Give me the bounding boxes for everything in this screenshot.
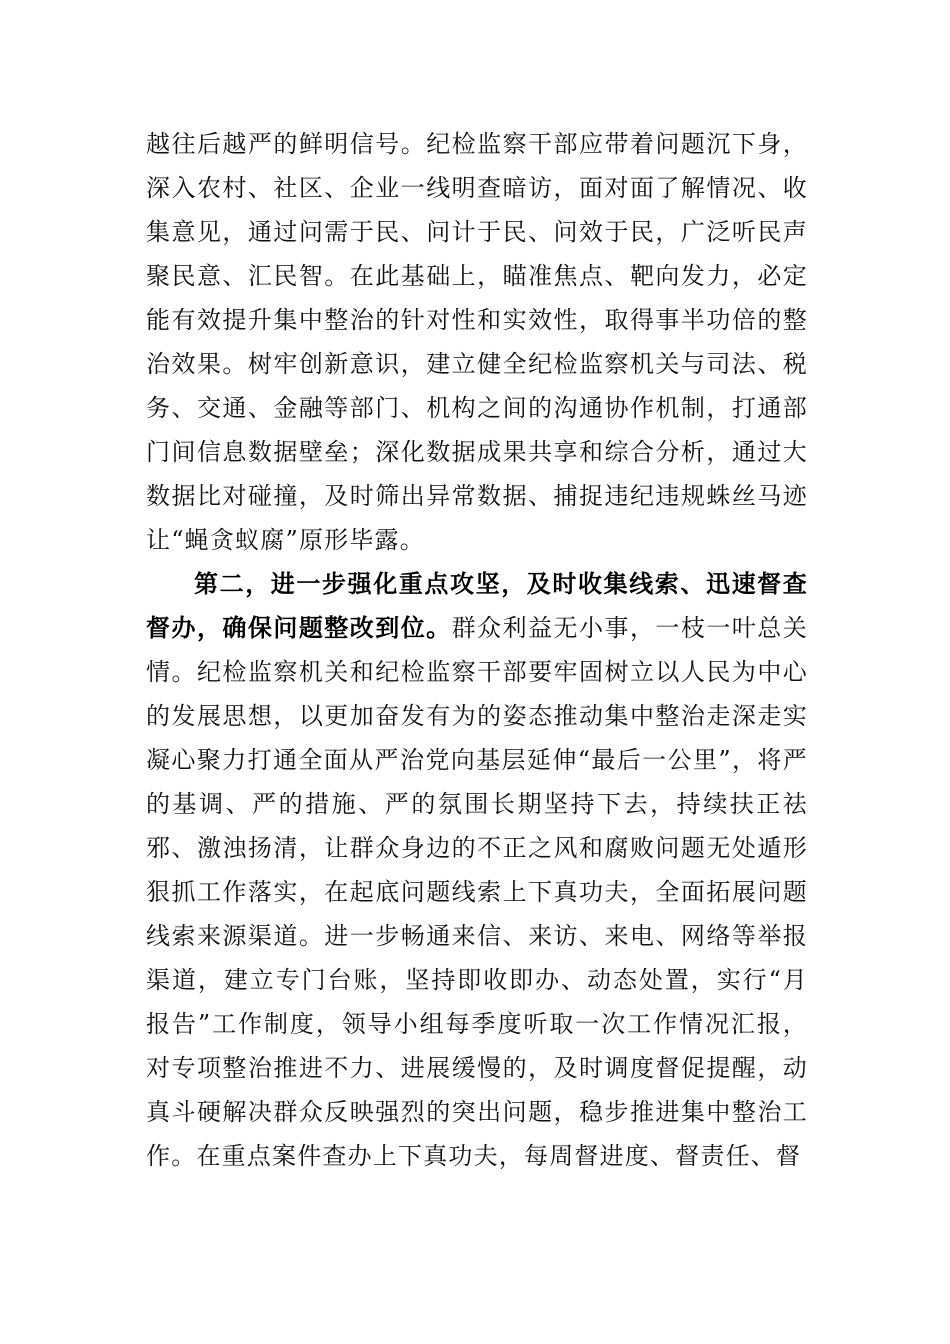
paragraph-continuation: 越往后越严的鲜明信号。纪检监察干部应带着问题沉下身，深入农村、社区、企业一线明查暗访，面对面了解情况、收集意见，通过问需于民、问计于民、问效于民，广泛听民声聚民意、汇民智。在此基础上，瞄准焦点、靶向发力，必定能有效提升集中整治的针对性和实效性，取得事半功倍的整治效果。树牢创新意识，建立健全纪检监察机关与司法、税务、交通、金融等部门、机构之间的沟通协作机制，打通部门间信息数据壁垒；深化数据成果共享和综合分析，通过大数据比对碰撞，及时筛出异常数据、捕捉违纪违规蛛丝马迹让“蝇贪蚁腐”原形毕露。 [146,130,808,554]
paragraph-heading: 第二，进一步强化重点攻坚，及时收集线索、迅速督查督办，确保问题整改到位。 [146,569,808,642]
paragraph-second-point [146,562,808,1178]
paragraph-body: 群众利益无小事，一枝一叶总关情。纪检监察机关和纪检监察干部要牢固树立以人民为中心的发展思想，以更加奋发有为的姿态推动集中整治走深走实凝心聚力打通全面从严治党向基层延伸“最后一公里”，将严的基调、严的措施、严的氛围长期坚持下去，持续扶正祛邪、激浊扬清，让群众身边的不正之风和腐败问题无处遁形狠抓工作落实，在起底问题线索上下真功夫，全面拓展问题线索来源渠道。进一步畅通来信、来访、来电、网络等举报渠道，建立专门台账，坚持即收即办、动态处置，实行“月报告”工作制度，领导小组每季度听取一次工作情况汇报，对专项整治推进不力、进展缓慢的，及时调度督促提醒，动真斗硬解决群众反映强烈的突出问题，稳步推进集中整治工作。在重点案件查办上下真功夫，每周督进度、督责任、督 [146,614,808,1170]
document-body [146,122,808,1178]
